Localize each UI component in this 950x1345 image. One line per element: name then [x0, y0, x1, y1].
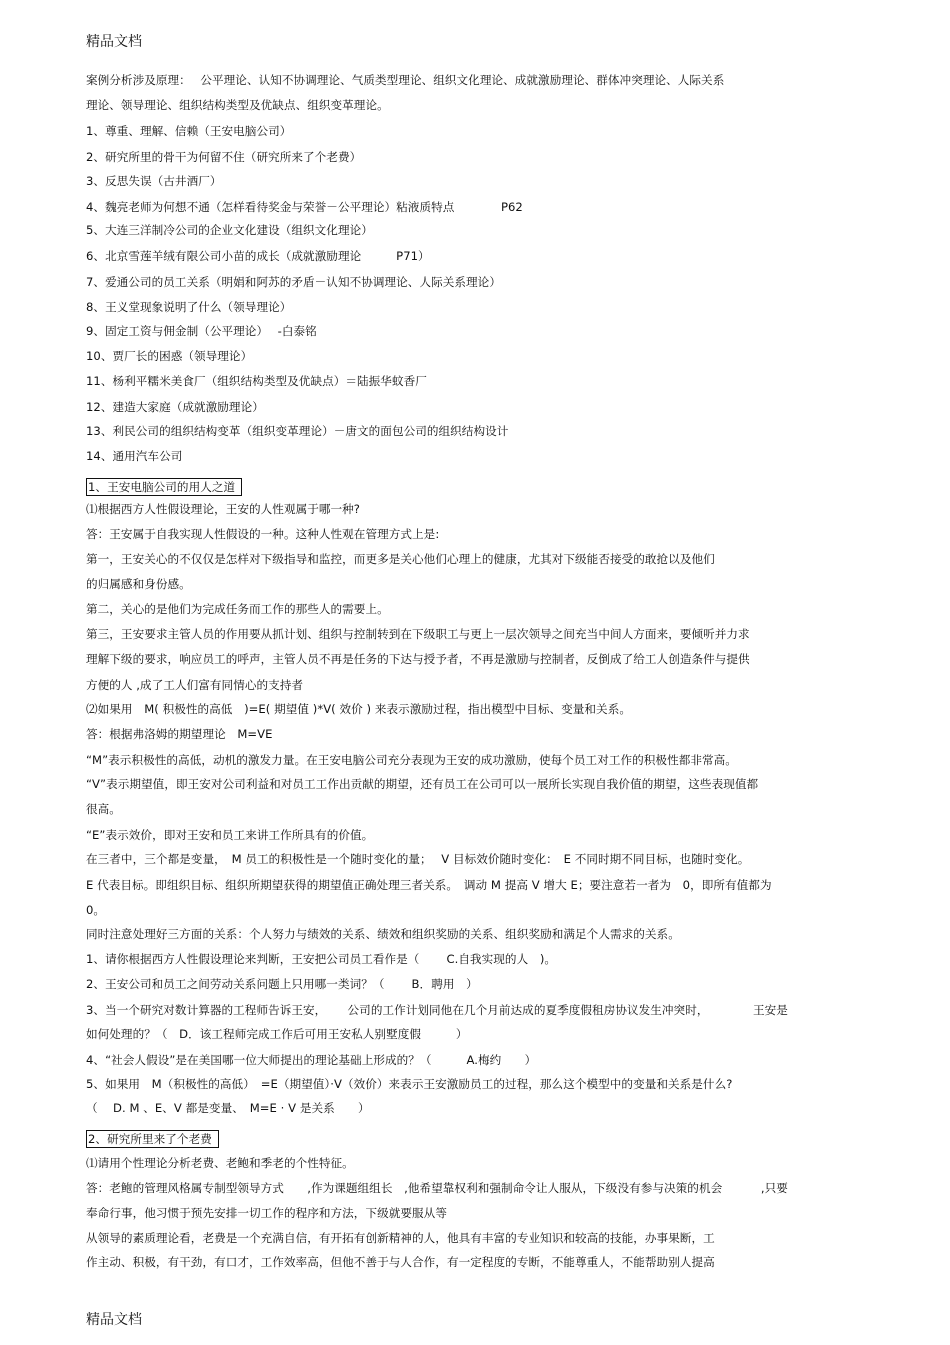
paragraph-line: 从领导的素质理论看，老费是一个充满自信，有开拓有创新精神的人，他具有丰富的专业知识和较高的技能，办事果断，工 — [86, 1231, 715, 1245]
paragraph-line: 0。 — [86, 903, 106, 917]
paragraph-line: 第二，关心的是他们为完成任务而工作的那些人的需要上。 — [86, 602, 389, 616]
paragraph-line: ⑴根据西方人性假设理论，王安的人性观属于哪一种? — [86, 502, 361, 516]
section-title-box: 1、王安电脑公司的用人之道 — [86, 478, 242, 496]
paragraph-line: ⑵如果用 M( 积极性的高低 )=E( 期望值 )*V( 效价 ) 来表示激励过程，指出模型中目标、变量和关系。 — [86, 702, 631, 716]
case-item: 7、爱通公司的员工关系（明娟和阿苏的矛盾－认知不协调理论、人际关系理论） — [86, 275, 501, 289]
paragraph-line: ⑴请用个性理论分析老费、老鲍和季老的个性特征。 — [86, 1156, 354, 1170]
paragraph-line: 在三者中，三个都是变量， M 员工的积极性是一个随时变化的量； V 目标效价随时变化： E 不同时期不同目标，也随时变化。 — [86, 852, 750, 866]
paragraph-line: 答：老鲍的管理风格属专制型领导方式 ,作为课题组组长 ,他希望靠权利和强制命令让人服从，下级没有参与决策的机会 ,只要 — [86, 1181, 788, 1195]
case-item: 10、贾厂长的困惑（领导理论） — [86, 349, 253, 363]
section-title-box: 2、研究所里来了个老费 — [86, 1130, 219, 1148]
intro-line: 理论、领导理论、组织结构类型及优缺点、组织变革理论。 — [86, 98, 389, 112]
paragraph-line: 答：王安属于自我实现人性假设的一种。这种人性观在管理方式上是: — [86, 527, 440, 541]
paragraph-line: 第三，王安要求主管人员的作用要从抓计划、组织与控制转到在下级职工与更上一层次领导之间充当中间人方面来，要倾听并力求 — [86, 627, 750, 641]
question-line: 如何处理的？（ D．该工程师完成工作后可用王安私人别墅度假 ） — [86, 1027, 468, 1041]
question-line: 3、当一个研究对数计算器的工程师告诉王安， 公司的工作计划同他在几个月前达成的夏季度假租房协议发生冲突时， 王安是 — [86, 1003, 788, 1017]
paragraph-line: 答：根据弗洛姆的期望理论 M=VE — [86, 727, 273, 741]
paragraph-line: 方便的人 ,成了工人们富有同情心的支持者 — [86, 678, 304, 692]
paragraph-line: E 代表目标。即组织目标、组织所期望获得的期望值正确处理三者关系。 调动 M 提高 V 增大 E；要注意若一者为 0，即所有值都为 — [86, 878, 772, 892]
case-item: 6、北京雪莲羊绒有限公司小苗的成长（成就激励理论 P71） — [86, 249, 430, 263]
paragraph-line: 作主动、积极，有干劲，有口才，工作效率高，但他不善于与人合作，有一定程度的专断，不能尊重人，不能帮助别人提高 — [86, 1255, 715, 1269]
page-footer: 精品文档 — [86, 1312, 142, 1328]
question-line: 5、如果用 M（积极性的高低） =E（期望值）·V（效价）来表示王安激励员工的过程，那么这个模型中的变量和关系是什么? — [86, 1077, 733, 1091]
paragraph-line: 奉命行事，他习惯于预先安排一切工作的程序和方法，下级就要服从等 — [86, 1206, 447, 1220]
case-item: 2、研究所里的骨干为何留不住（研究所来了个老费） — [86, 150, 362, 164]
case-item: 4、魏亮老师为何想不通（怎样看待奖金与荣誉－公平理论）粘液质特点 P62 — [86, 200, 523, 214]
question-line: 4、“社会人假设”是在美国哪一位大师提出的理论基础上形成的？（ A.梅约 ） — [86, 1053, 537, 1067]
case-item: 13、利民公司的组织结构变革（组织变革理论）－唐文的面包公司的组织结构设计 — [86, 424, 509, 438]
case-item: 12、建造大家庭（成就激励理论） — [86, 400, 264, 414]
case-item: 9、固定工资与佣金制（公平理论） -白泰铭 — [86, 324, 317, 338]
section-title — [86, 478, 242, 496]
page-header: 精品文档 — [86, 34, 142, 50]
paragraph-line: “M”表示积极性的高低，动机的激发力量。在王安电脑公司充分表现为王安的成功激励，使每个员工对工作的积极性都非常高。 — [86, 753, 737, 767]
intro-line: 案例分析涉及原理： 公平理论、认知不协调理论、气质类型理论、组织文化理论、成就激励理论、群体冲突理论、人际关系 — [86, 73, 725, 87]
case-item: 3、反思失误（古井酒厂） — [86, 174, 222, 188]
case-item: 11、杨利平糯米美食厂（组织结构类型及优缺点）＝陆振华蚊香厂 — [86, 374, 427, 388]
question-line: 2、王安公司和员工之间劳动关系问题上只用哪一类词？（ B．聘用 ） — [86, 977, 478, 991]
paragraph-line: 同时注意处理好三方面的关系：个人努力与绩效的关系、绩效和组织奖励的关系、组织奖励和满足个人需求的关系。 — [86, 927, 680, 941]
paragraph-line: “E”表示效价，即对王安和员工来讲工作所具有的价值。 — [86, 828, 374, 842]
paragraph-line: 很高。 — [86, 802, 121, 816]
case-item: 8、王义堂现象说明了什么（领导理论） — [86, 300, 292, 314]
section-title — [86, 1130, 219, 1148]
case-item: 1、尊重、理解、信赖（王安电脑公司） — [86, 124, 292, 138]
paragraph-line: 理解下级的要求，响应员工的呼声，主管人员不再是任务的下达与授予者，不再是激励与控制者，反倒成了给工人创造条件与提供 — [86, 652, 750, 666]
paragraph-line: 的归属感和身份感。 — [86, 577, 191, 591]
question-line: （ D. M 、E、V 都是变量、 M=E · V 是关系 ） — [86, 1101, 370, 1115]
case-item: 14、通用汽车公司 — [86, 449, 183, 463]
case-item: 5、大连三洋制冷公司的企业文化建设（组织文化理论） — [86, 223, 373, 237]
paragraph-line: 第一，王安关心的不仅仅是怎样对下级指导和监控，而更多是关心他们心理上的健康，尤其对下级能否接受的敢抢以及他们 — [86, 552, 715, 566]
paragraph-line: “V”表示期望值，即王安对公司利益和对员工工作出贡献的期望，还有员工在公司可以一展所长实现自我价值的期望，这些表现值都 — [86, 777, 759, 791]
question-line: 1、请你根据西方人性假设理论来判断，王安把公司员工看作是（ C.自我实现的人 )。 — [86, 952, 557, 966]
